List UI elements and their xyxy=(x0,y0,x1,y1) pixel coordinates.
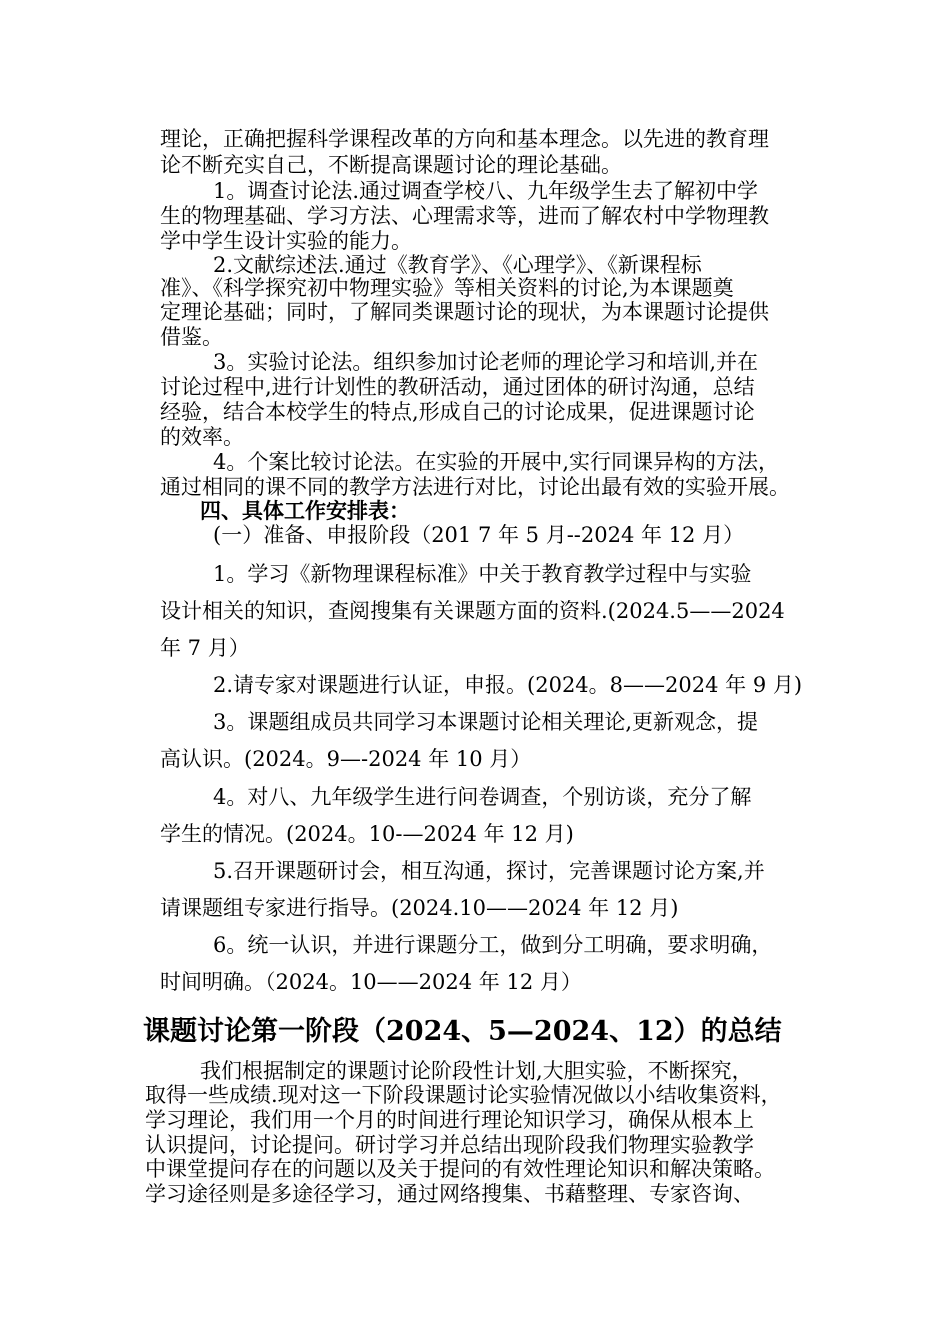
text-line: 取得一些成绩.现对这一下阶段课题讨论实验情况做以小结收集资料， xyxy=(145,1083,782,1107)
text-line: 学习理论，我们用一个月的时间进行理论知识学习，确保从根本上 xyxy=(145,1108,754,1132)
text-line: 准》、《科学探究初中物理实验》等相关资料的讨论,为本课题奠 xyxy=(160,276,734,300)
text-line: 请课题组专家进行指导。(2024.10——2024 年 12 月) xyxy=(160,896,679,920)
text-line: 论不断充实自己，不断提高课题讨论的理论基础。 xyxy=(160,153,622,177)
text-line: 理论，正确把握科学课程改革的方向和基本理念。以先进的教育理 xyxy=(160,127,769,151)
text-line: 学习途径则是多途径学习，通过网络搜集、书藉整理、专家咨询、 xyxy=(145,1182,754,1206)
text-line: 时间明确。（2024。10——2024 年 12 月） xyxy=(160,970,582,994)
text-line: 中课堂提问存在的问题以及关于提问的有效性理论知识和解决策略。 xyxy=(145,1157,775,1181)
text-line: 的效率。 xyxy=(160,425,244,449)
text-line: 1。学习《新物理课程标准》中关于教育教学过程中与实验 xyxy=(213,562,752,586)
text-line: 5.召开课题研讨会，相互沟通，探讨，完善课题讨论方案,并 xyxy=(213,859,765,883)
text-line: 认识提问，讨论提问。研讨学习并总结出现阶段我们物理实验教学 xyxy=(145,1133,754,1157)
text-line: 1。调查讨论法.通过调查学校八、九年级学生去了解初中学 xyxy=(213,179,759,203)
text-line: 我们根据制定的课题讨论阶段性计划,大胆实验，不断探究， xyxy=(200,1059,753,1083)
text-line: 3。课题组成员共同学习本课题讨论相关理论,更新观念，提 xyxy=(213,710,759,734)
text-line: 学中学生设计实验的能力。 xyxy=(160,229,412,253)
text-line: 6。统一认识，并进行课题分工，做到分工明确，要求明确， xyxy=(213,933,773,957)
summary-heading: 课题讨论第一阶段（2024、5—2024、12）的总结 xyxy=(143,1016,782,1047)
text-line: 经验，结合本校学生的特点,形成自己的讨论成果，促进课题讨论 xyxy=(160,400,755,424)
text-line: 年 7 月） xyxy=(160,636,250,660)
text-line: 通过相同的课不同的教学方法进行对比，讨论出最有效的实验开展。 xyxy=(160,475,790,499)
text-line: 4。个案比较讨论法。在实验的开展中,实行同课异构的方法， xyxy=(213,450,780,474)
section-heading: 四、具体工作安排表： xyxy=(200,498,410,523)
text-line: 4。对八、九年级学生进行问卷调查，个别访谈，充分了解 xyxy=(213,785,752,809)
text-line: (一）准备、申报阶段（201 7 年 5 月--2024 年 12 月） xyxy=(213,523,745,547)
text-line: 讨论过程中,进行计划性的教研活动，通过团体的研讨沟通，总结 xyxy=(160,375,755,399)
text-line: 设计相关的知识，查阅搜集有关课题方面的资料.(2024.5——2024 xyxy=(160,599,785,623)
text-line: 3。实验讨论法。组织参加讨论老师的理论学习和培训,并在 xyxy=(213,350,759,374)
text-line: 2.文献综述法.通过《教育学》、《心理学》、《新课程标 xyxy=(213,253,702,277)
text-line: 高认识。(2024。9—-2024 年 10 月） xyxy=(160,747,532,771)
text-line: 学生的情况。(2024。10-—2024 年 12 月) xyxy=(160,822,574,846)
text-line: 借鉴。 xyxy=(160,325,223,349)
text-line: 2.请专家对课题进行认证，申报。(2024。8——2024 年 9 月) xyxy=(213,673,803,697)
text-line: 定理论基础；同时，了解同类课题讨论的现状，为本课题讨论提供 xyxy=(160,300,769,324)
text-line: 生的物理基础、学习方法、心理需求等，进而了解农村中学物理教 xyxy=(160,204,769,228)
